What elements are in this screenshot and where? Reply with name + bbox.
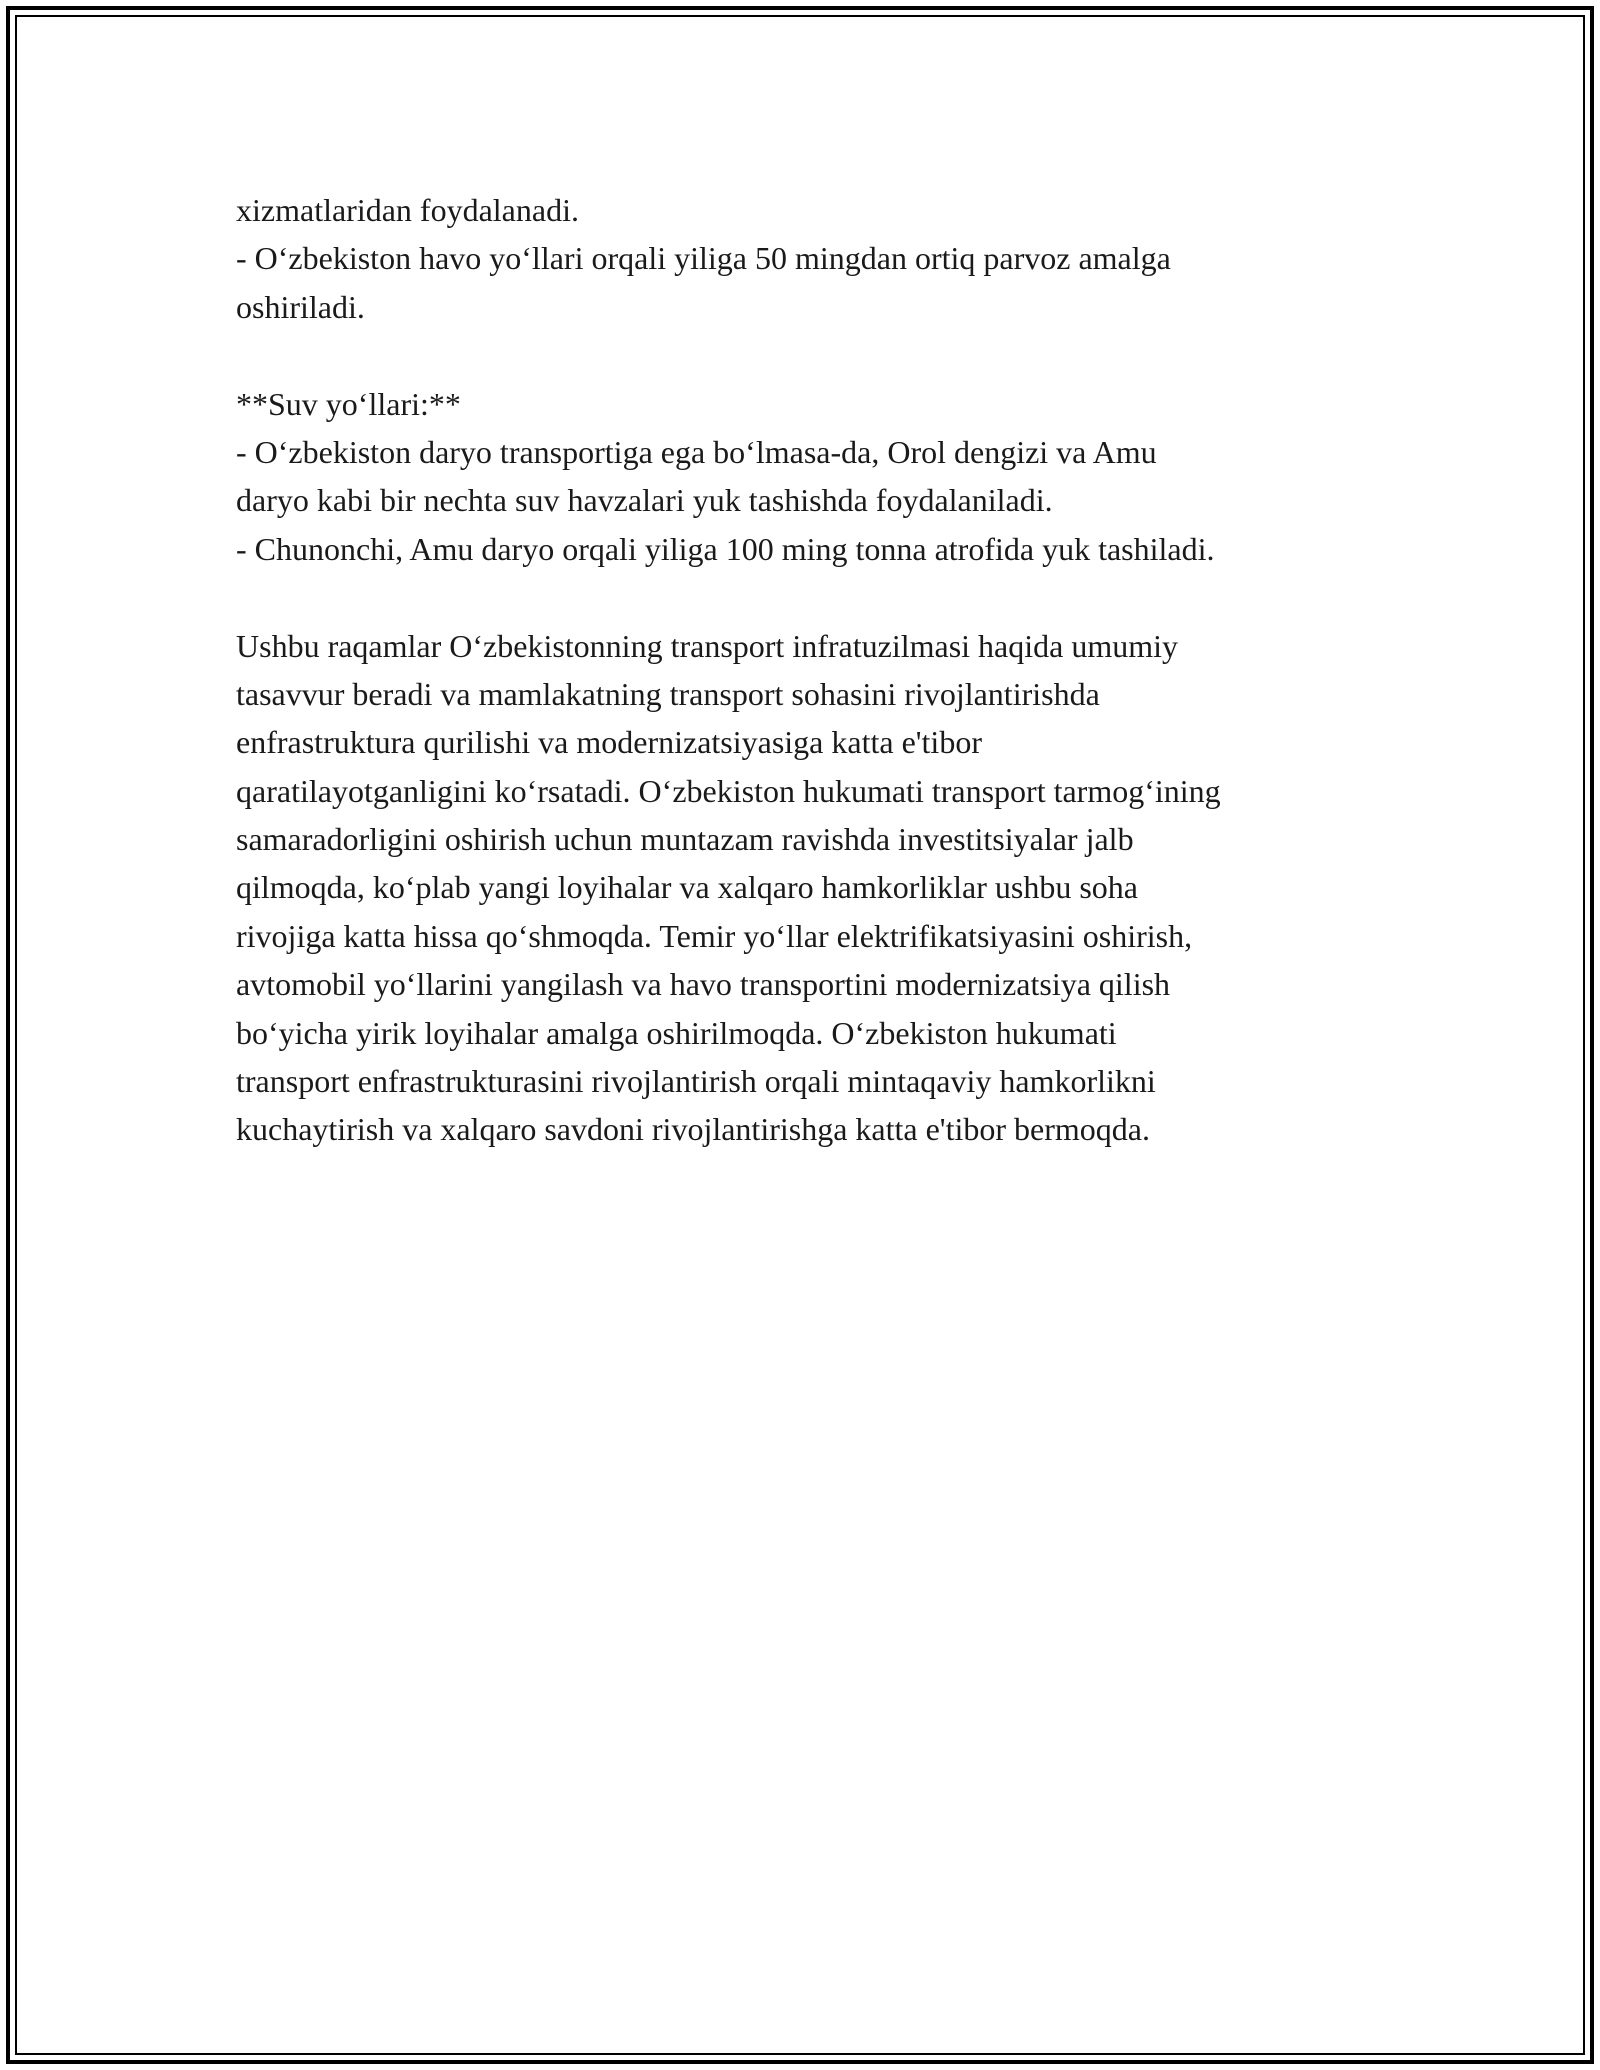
blank-line [236, 573, 1396, 621]
text-line: avtomobil yo‘llarini yangilash va havo transportini modernizatsiya qilish [236, 966, 1171, 1003]
text-line: xizmatlaridan foydalanadi. [236, 192, 579, 228]
text-line: daryo kabi bir nechta suv havzalari yuk tashishda foydalaniladi. [236, 482, 1053, 519]
text-line: kuchaytirish va xalqaro savdoni rivojlantirishga katta e'tibor bermoqda. [236, 1111, 1150, 1148]
text-line: Ushbu raqamlar O‘zbekistonning transport infratuzilmasi haqida umumiy [236, 627, 1178, 664]
text-line: - Chunonchi, Amu daryo orqali yiliga 100 ming tonna atrofida yuk tashiladi. [236, 530, 1215, 567]
text-line: transport enfrastrukturasini rivojlantirish orqali mintaqaviy hamkorlikni [236, 1063, 1156, 1100]
document-body [236, 186, 1396, 1154]
blank-line [236, 331, 1396, 379]
text-line: qilmoqda, ko‘plab yangi loyihalar va xalqaro hamkorliklar ushbu soha [236, 869, 1138, 906]
section-heading: **Suv yo‘llari:** [236, 385, 461, 422]
text-line: oshiriladi. [236, 288, 365, 325]
text-line: tasavvur beradi va mamlakatning transport sohasini rivojlantirishda [236, 675, 1100, 712]
text-line: - O‘zbekiston havo yo‘llari orqali yiliga 50 mingdan ortiq parvoz amalga [236, 240, 1171, 277]
text-line: enfrastruktura qurilishi va modernizatsiyasiga katta e'tibor [236, 724, 982, 761]
text-line: rivojiga katta hissa qo‘shmoqda. Temir yo‘llar elektrifikatsiyasini oshirish, [236, 917, 1193, 954]
text-line: bo‘yicha yirik loyihalar amalga oshirilmoqda. O‘zbekiston hukumati [236, 1014, 1117, 1051]
text-line: qaratilayotganligini ko‘rsatadi. O‘zbekiston hukumati transport tarmog‘ining [236, 772, 1221, 809]
text-line: samaradorligini oshirish uchun muntazam ravishda investitsiyalar jalb [236, 821, 1134, 858]
text-line: - O‘zbekiston daryo transportiga ega bo‘lmasa-da, Orol dengizi va Amu [236, 433, 1157, 470]
